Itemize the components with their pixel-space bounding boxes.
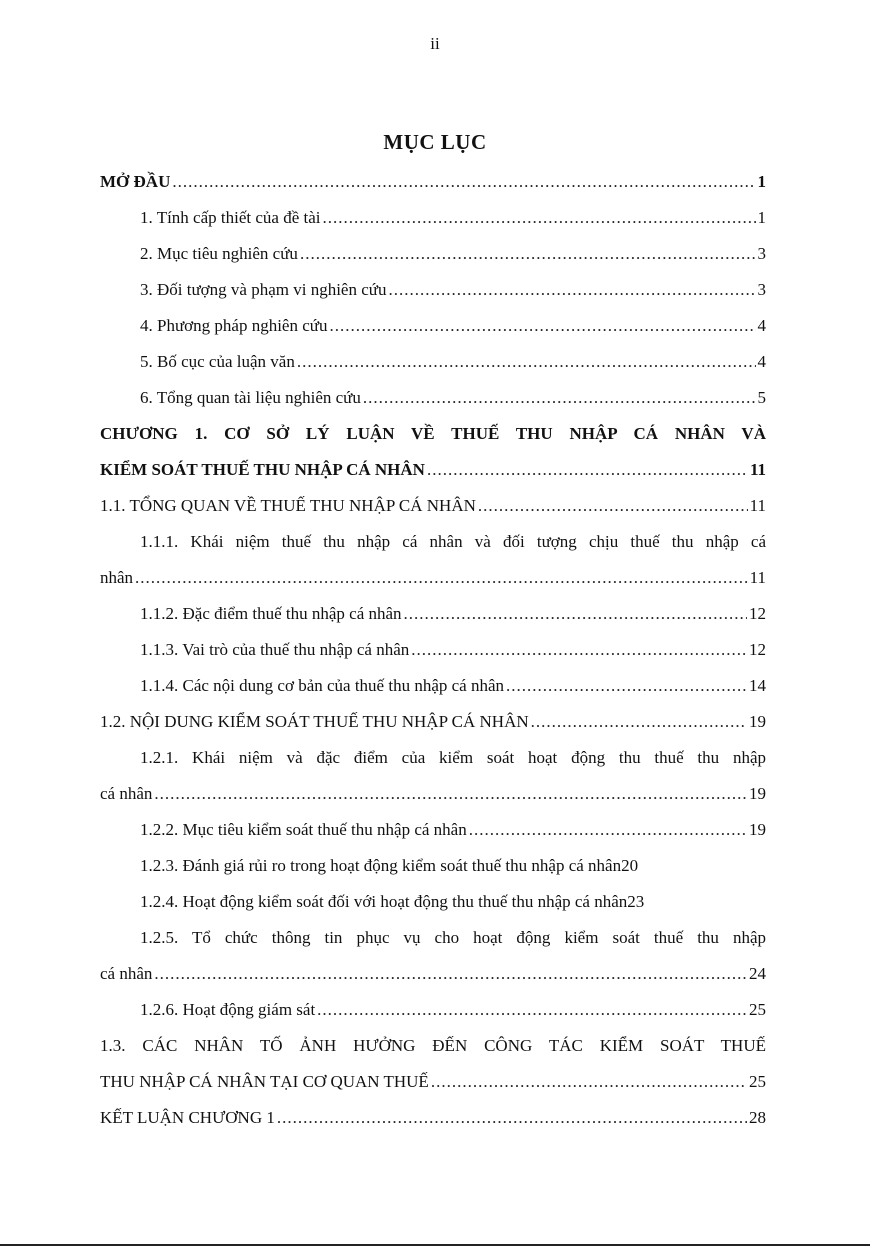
toc-entry-1-2-4[interactable] <box>100 884 766 920</box>
toc-entry-mo-dau[interactable] <box>100 164 766 200</box>
dot-leader <box>329 316 755 336</box>
toc-entry-text: 4. Phương pháp nghiên cứu <box>140 316 328 335</box>
toc-entry-1-3-line1[interactable]: 1.3. CÁC NHÂN TỐ ẢNH HƯỞNG ĐẾN CÔNG TÁC KIỂM SOÁT THUẾ <box>100 1036 766 1055</box>
toc-entry-text: nhân <box>100 568 134 587</box>
dot-leader <box>154 964 747 984</box>
dot-leader <box>506 676 747 696</box>
dot-leader <box>389 280 756 300</box>
toc-entry-1-1[interactable] <box>100 488 766 524</box>
toc-entry-page: 12 <box>749 604 766 623</box>
toc-entry-text: 1.2.2. Mục tiêu kiểm soát thuế thu nhập cá nhân <box>140 820 467 839</box>
toc-entry-page: 1 <box>757 172 766 191</box>
toc-entry-page: 25 <box>749 1072 766 1091</box>
toc-entry-1-1-3[interactable] <box>100 632 766 668</box>
toc-entry-1-2-5-line1[interactable]: 1.2.5. Tổ chức thông tin phục vụ cho hoạt động kiểm soát thuế thu nhập <box>140 928 766 947</box>
toc-entry-text: 1.2.3. Đánh giá rủi ro trong hoạt động kiểm soát thuế thu nhập cá nhân20 <box>140 856 639 875</box>
toc-entry-chuong-1-line2[interactable] <box>100 452 766 488</box>
toc-entry-page: 4 <box>757 352 766 371</box>
table-of-contents <box>100 164 766 1136</box>
toc-entry-1-3-line2[interactable] <box>100 1064 766 1100</box>
toc-entry-1[interactable] <box>100 200 766 236</box>
toc-entry-text: cá nhân <box>100 784 153 803</box>
toc-entry-page: 19 <box>749 712 766 731</box>
toc-entry-1-1-2[interactable] <box>100 596 766 632</box>
toc-entry-1-1-1-line1[interactable]: 1.1.1. Khái niệm thuế thu nhập cá nhân và đối tượng chịu thuế thu nhập cá <box>140 532 766 551</box>
toc-entry-page: 12 <box>749 640 766 659</box>
toc-entry-text: MỞ ĐẦU <box>100 172 171 191</box>
toc-entry-1-2-5-line2[interactable] <box>100 956 766 992</box>
dot-leader <box>297 352 756 372</box>
toc-entry-page: 25 <box>749 1000 766 1019</box>
dot-leader <box>469 820 747 840</box>
toc-entry-text: 1.1.3. Vai trò của thuế thu nhập cá nhân <box>140 640 410 659</box>
dot-leader <box>277 1108 747 1128</box>
toc-entry-1-2-1-line2[interactable] <box>100 776 766 812</box>
dot-leader <box>322 208 755 228</box>
toc-entry-text: cá nhân <box>100 964 153 983</box>
toc-entry-1-1-1-line2[interactable] <box>100 560 766 596</box>
page-number: ii <box>430 34 440 53</box>
toc-entry-chuong-1-line1[interactable]: CHƯƠNG 1. CƠ SỞ LÝ LUẬN VỀ THUẾ THU NHẬP CÁ NHÂN VÀ <box>100 424 766 443</box>
toc-entry-4[interactable] <box>100 308 766 344</box>
toc-entry-text: 6. Tổng quan tài liệu nghiên cứu <box>140 388 361 407</box>
toc-entry-page: 11 <box>749 496 766 515</box>
toc-entry-text: 1.2. NỘI DUNG KIỂM SOÁT THUẾ THU NHẬP CÁ NHÂN <box>100 712 529 731</box>
toc-entry-page: 14 <box>749 676 766 695</box>
toc-entry-page: 4 <box>757 316 766 335</box>
dot-leader <box>135 568 748 588</box>
toc-entry-text: 1. Tính cấp thiết của đề tài <box>140 208 321 227</box>
toc-entry-text: KIỂM SOÁT THUẾ THU NHẬP CÁ NHÂN <box>100 460 425 479</box>
toc-entry-1-2-6[interactable] <box>100 992 766 1028</box>
toc-entry-page: 28 <box>749 1108 766 1127</box>
toc-entry-page: 19 <box>749 784 766 803</box>
toc-entry-page: 24 <box>749 964 766 983</box>
dot-leader <box>431 1072 747 1092</box>
toc-entry-1-2-2[interactable] <box>100 812 766 848</box>
toc-entry-text: 2. Mục tiêu nghiên cứu <box>140 244 298 263</box>
toc-entry-page: 3 <box>757 280 766 299</box>
dot-leader <box>317 1000 747 1020</box>
toc-entry-text: 1.2.6. Hoạt động giám sát <box>140 1000 316 1019</box>
toc-entry-text: 5. Bố cục của luận văn <box>140 352 295 371</box>
toc-entry-6[interactable] <box>100 380 766 416</box>
toc-entry-text: 1.1. TỔNG QUAN VỀ THUẾ THU NHẬP CÁ NHÂN <box>100 496 476 515</box>
toc-entry-1-2-1-line1[interactable]: 1.2.1. Khái niệm và đặc điểm của kiểm soát hoạt động thu thuế thu nhập <box>140 748 766 767</box>
toc-entry-page: 19 <box>749 820 766 839</box>
toc-entry-2[interactable] <box>100 236 766 272</box>
toc-entry-1-2[interactable] <box>100 704 766 740</box>
dot-leader <box>411 640 747 660</box>
dot-leader <box>300 244 756 264</box>
dot-leader <box>172 172 755 192</box>
toc-entry-ket-luan-chuong-1[interactable] <box>100 1100 766 1136</box>
page-bottom-border <box>0 1244 870 1246</box>
toc-entry-page: 3 <box>757 244 766 263</box>
dot-leader <box>478 496 748 516</box>
toc-entry-text: 3. Đối tượng và phạm vi nghiên cứu <box>140 280 387 299</box>
toc-entry-text: 1.1.2. Đặc điểm thuế thu nhập cá nhân <box>140 604 402 623</box>
dot-leader <box>154 784 747 804</box>
dot-leader <box>427 460 748 480</box>
toc-entry-1-1-4[interactable] <box>100 668 766 704</box>
toc-entry-text: 1.2.4. Hoạt động kiểm soát đối với hoạt động thu thuế thu nhập cá nhân23 <box>140 892 645 911</box>
toc-entry-page: 5 <box>757 388 766 407</box>
dot-leader <box>404 604 747 624</box>
toc-entry-5[interactable] <box>100 344 766 380</box>
toc-title: MỤC LỤC <box>383 130 487 154</box>
toc-entry-text: 1.1.4. Các nội dung cơ bản của thuế thu nhập cá nhân <box>140 676 504 695</box>
toc-entry-page: 11 <box>749 568 766 587</box>
dot-leader <box>531 712 747 732</box>
toc-entry-page: 1 <box>757 208 766 227</box>
toc-entry-1-2-3[interactable] <box>100 848 766 884</box>
toc-entry-text: THU NHẬP CÁ NHÂN TẠI CƠ QUAN THUẾ <box>100 1072 429 1091</box>
toc-entry-3[interactable] <box>100 272 766 308</box>
toc-entry-page: 11 <box>749 460 766 479</box>
toc-entry-text: KẾT LUẬN CHƯƠNG 1 <box>100 1108 275 1127</box>
dot-leader <box>363 388 756 408</box>
